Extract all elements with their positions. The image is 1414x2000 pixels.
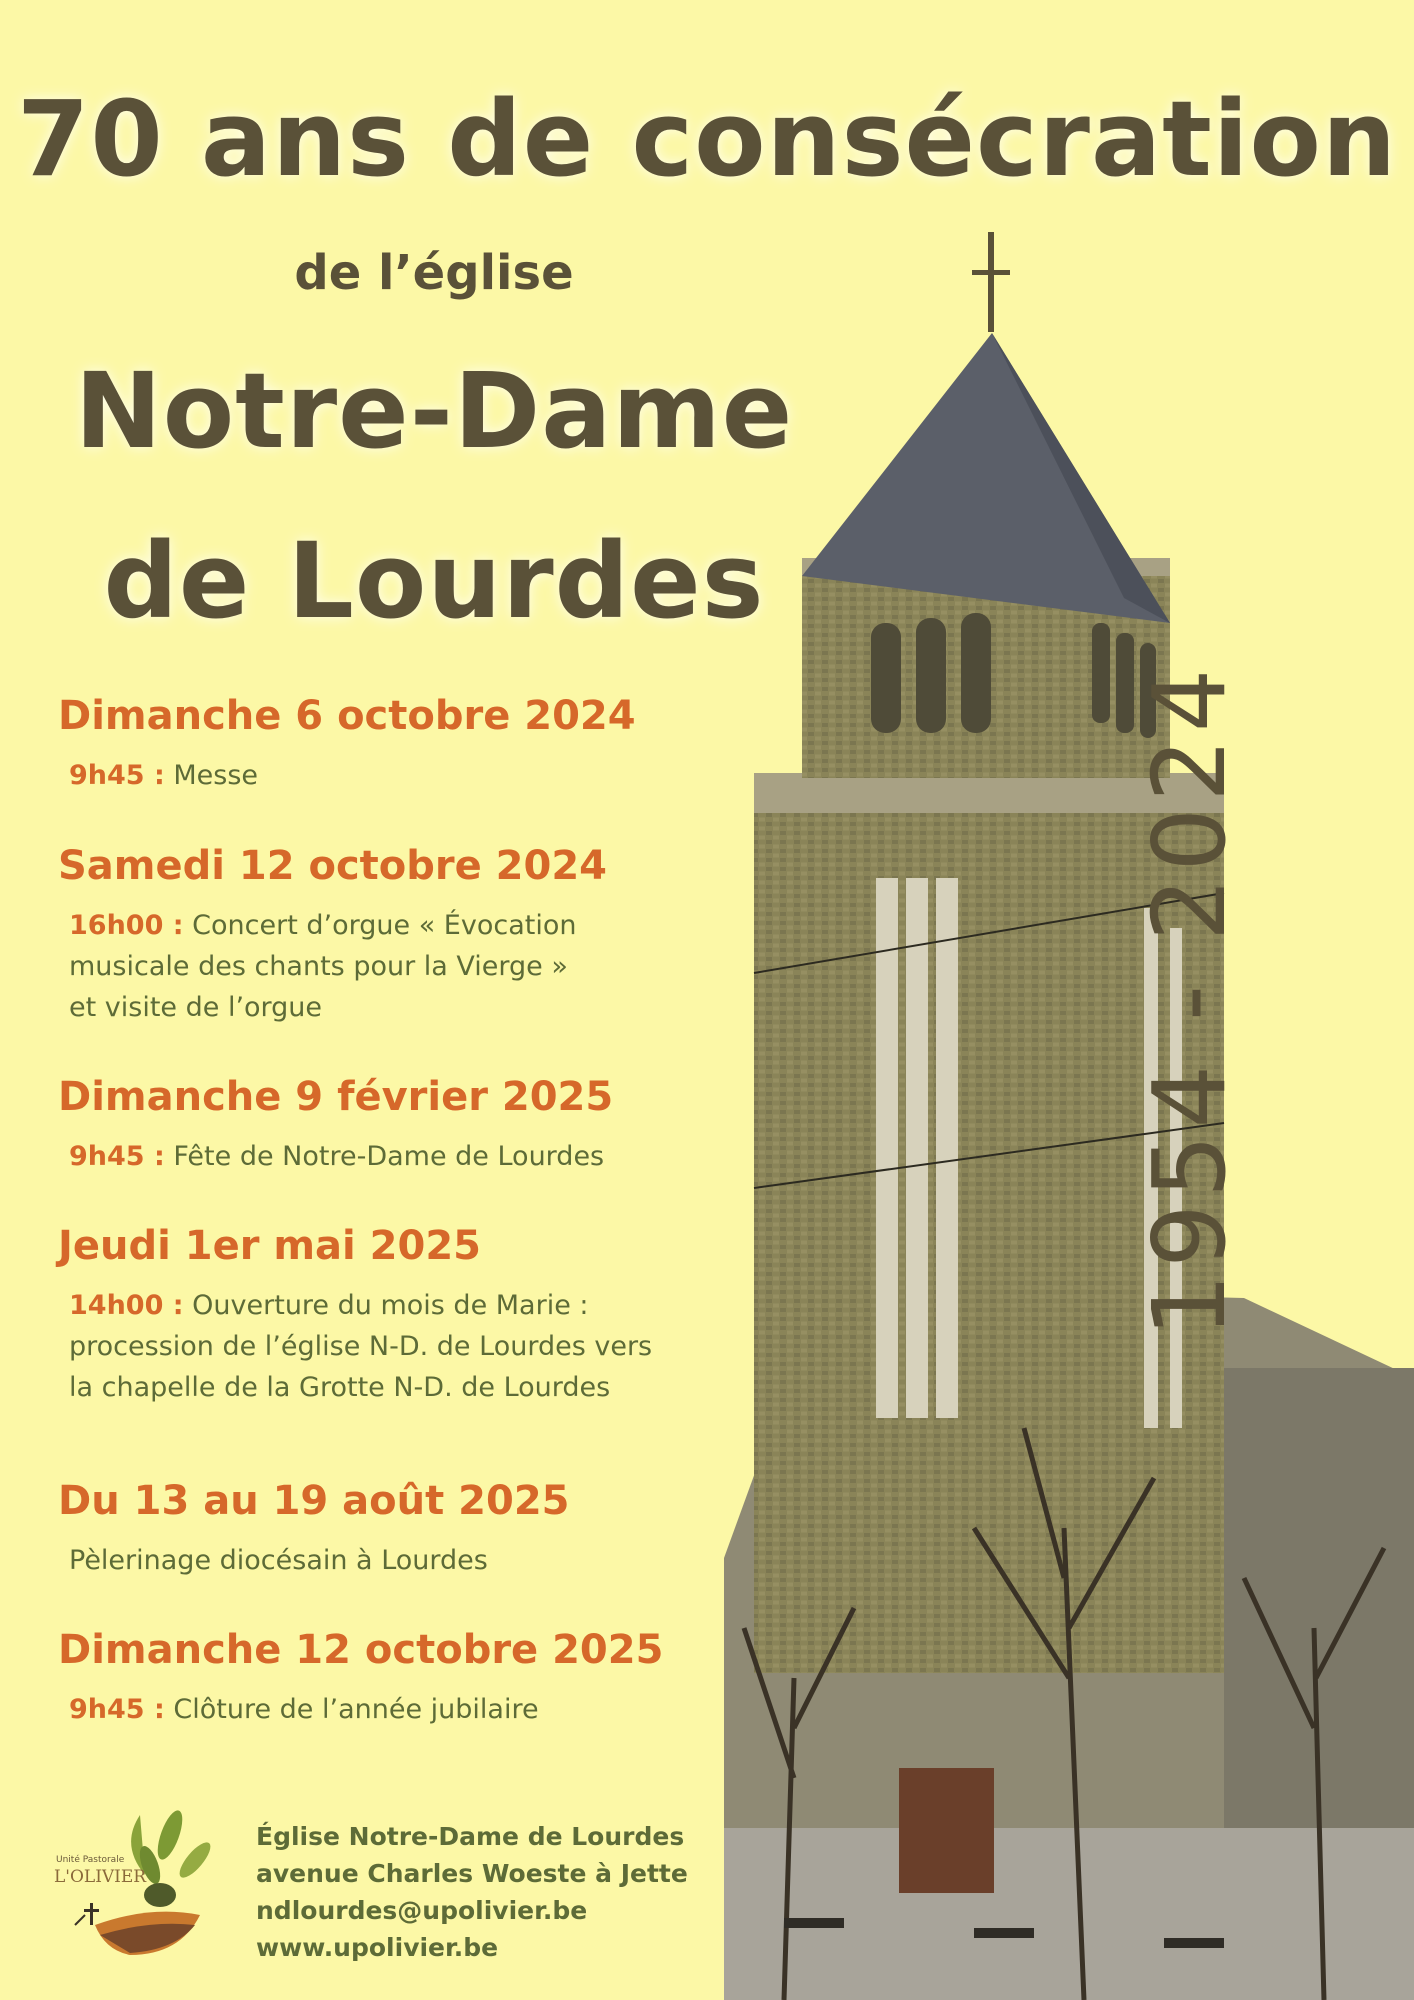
event-detail: [69, 905, 738, 1028]
event-text: musicale des chants pour la Vierge »: [69, 951, 568, 982]
event-date: Dimanche 6 octobre 2024: [58, 693, 636, 739]
event-1: [58, 693, 738, 796]
event-6: [58, 1627, 738, 1730]
main-title: 70 ans de consécration: [17, 78, 1397, 200]
event-date: Dimanche 9 février 2025: [58, 1074, 614, 1120]
event-time: 9h45 :: [69, 1694, 165, 1725]
event-date: Samedi 12 octobre 2024: [58, 843, 608, 889]
event-detail: [69, 1689, 738, 1730]
event-date: Du 13 au 19 août 2025: [58, 1478, 570, 1524]
years-vertical: 1954 - 2024: [1131, 662, 1248, 1338]
event-time: 9h45 :: [69, 760, 165, 791]
email-link[interactable]: ndlourdes@upolivier.be: [256, 1896, 588, 1925]
event-5: [58, 1478, 738, 1581]
event-text: Concert d’orgue « Évocation: [192, 910, 577, 941]
subtitle: de l’église: [294, 245, 574, 301]
event-text: Messe: [173, 760, 259, 791]
event-2: [58, 843, 738, 1028]
logo-name: L'OLIVIER: [54, 1867, 147, 1887]
event-text: Pèlerinage diocésain à Lourdes: [69, 1545, 488, 1576]
website-link[interactable]: www.upolivier.be: [256, 1933, 499, 1962]
olivier-logo: [50, 1805, 220, 1965]
church-address-name: Église Notre-Dame de Lourdes: [256, 1822, 685, 1851]
event-detail: [69, 1540, 738, 1581]
event-text: la chapelle de la Grotte N-D. de Lourdes: [69, 1372, 611, 1403]
event-3: [58, 1074, 738, 1177]
street-address: avenue Charles Woeste à Jette: [256, 1859, 688, 1888]
event-text: Fête de Notre-Dame de Lourdes: [173, 1141, 605, 1172]
logo-subtitle: Unité Pastorale: [56, 1855, 125, 1865]
event-date: Dimanche 12 octobre 2025: [58, 1627, 664, 1673]
church-name-line1: Notre-Dame: [74, 350, 794, 472]
event-time: 9h45 :: [69, 1141, 165, 1172]
event-text: Ouverture du mois de Marie :: [192, 1290, 589, 1321]
event-text: et visite de l’orgue: [69, 992, 323, 1023]
event-4: [58, 1223, 738, 1408]
contact-footer: [256, 1818, 688, 1966]
event-text: Clôture de l’année jubilaire: [173, 1694, 539, 1725]
event-detail: [69, 1136, 738, 1177]
event-date: Jeudi 1er mai 2025: [58, 1223, 482, 1269]
church-name-line2: de Lourdes: [103, 520, 765, 642]
event-text: procession de l’église N-D. de Lourdes vers: [69, 1331, 653, 1362]
event-time: 16h00 :: [69, 910, 184, 941]
event-time: 14h00 :: [69, 1290, 184, 1321]
event-detail: [69, 755, 738, 796]
event-detail: [69, 1285, 738, 1408]
church-photo: [724, 228, 1414, 2000]
